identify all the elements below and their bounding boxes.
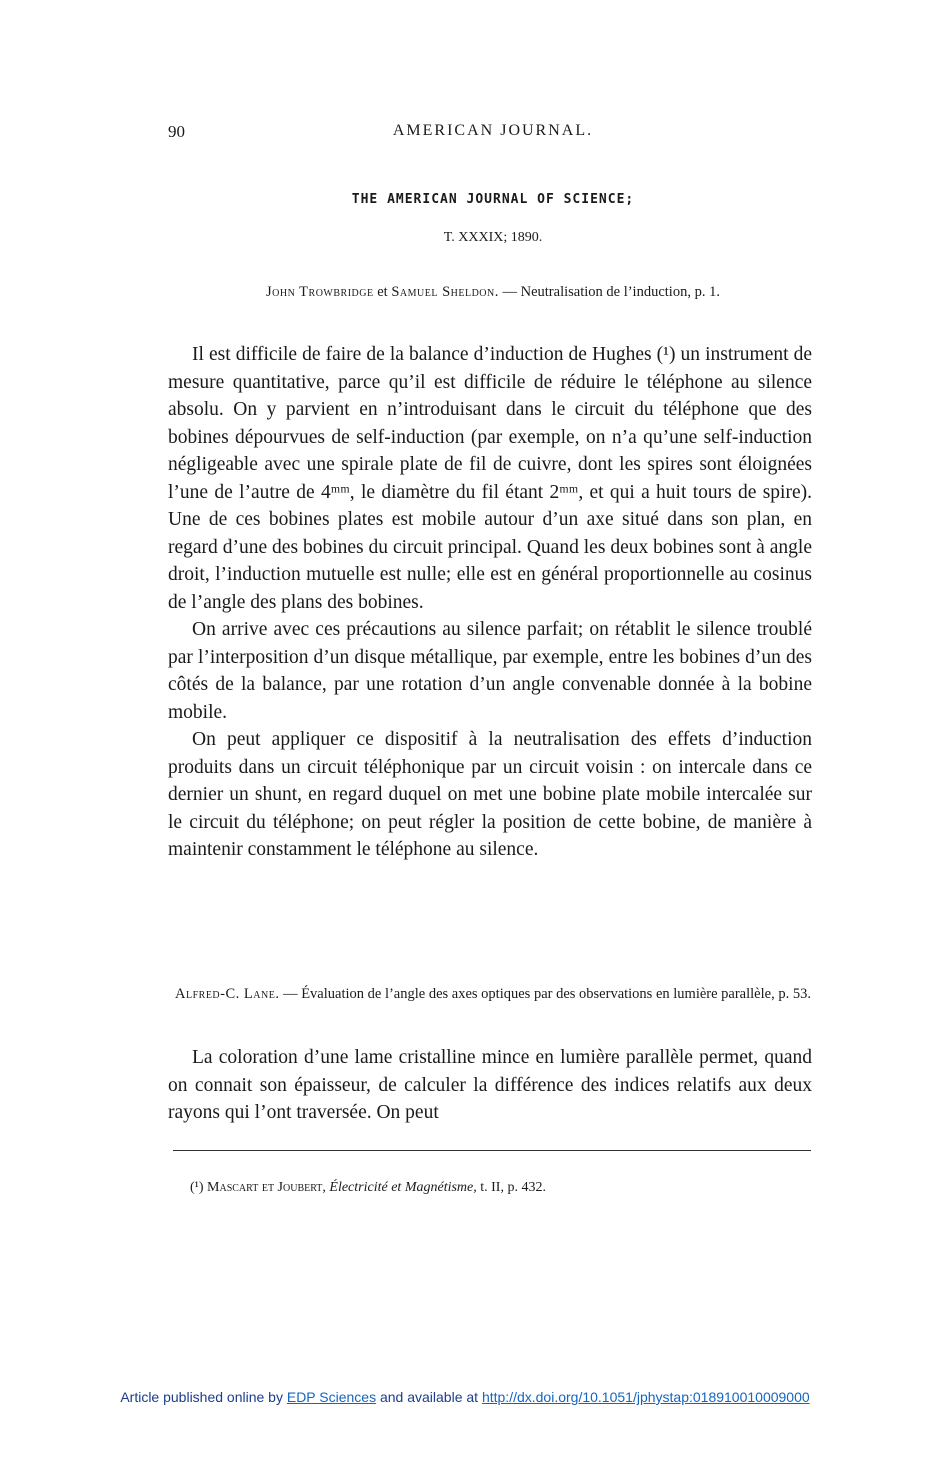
publisher-middle: and available at xyxy=(379,1389,479,1405)
author-name: Samuel Sheldon. xyxy=(391,284,499,300)
author-name: John Trowbridge xyxy=(266,284,374,300)
page-number: 90 xyxy=(168,122,185,141)
article-heading-1 xyxy=(168,283,818,302)
footnote-work: Électricité et Magnétisme, xyxy=(329,1180,477,1195)
doi-link[interactable]: http://dx.doi.org/10.1051/jphystap:018910010009000 xyxy=(481,1389,810,1405)
author-conjunction: et xyxy=(377,284,388,300)
article-body-1 xyxy=(168,341,812,864)
volume-line: T. XXXIX; 1890. xyxy=(443,230,543,245)
body-paragraph: On arrive avec ces précautions au silence parfait; on rétablit le silence troublé par l’interposition d’un disque métallique, par exemple, entre les bobines d’un des côtés de la balance, par une rotation d’un angle convenable donnée à la bobine mobile. xyxy=(168,619,812,723)
footnote-marker: (¹) xyxy=(190,1180,204,1195)
footnote xyxy=(190,1180,810,1196)
author-name: Alfred-C. Lane. xyxy=(175,986,280,1002)
body-paragraph: Il est difficile de faire de la balance d’induction de Hughes (¹) un instrument de mesure quantitative, parce qu’il est difficile de réduire le téléphone au silence absolu. On y parvient en n’introduisant dans le circuit du téléphone que des bobines dépourvues de self-induction (par exemple, on n’a qu’une self-induction négligeable avec une spirale plate de fil de cuivre, dont les spires sont éloignées l’une de l’autre de 4ᵐᵐ, le diamètre du fil étant 2ᵐᵐ, et qui a huit tours de spire). Une de ces bobines plates est mobile autour d’un axe situé dans son plan, en regard d’une des bobines du circuit principal. Quand les deux bobines sont à angle droit, l’induction mutuelle est nulle; elle est en général proportionnelle au cosinus de l’angle des plans des bobines. xyxy=(168,344,812,613)
body-paragraph: La coloration d’une lame cristalline mince en lumière parallèle permet, quand on connait son épaisseur, de calculer la différence des indices relatifs aux deux rayons qui l’ont traversée. On peut xyxy=(168,1047,812,1123)
journal-running-title: AMERICAN JOURNAL. xyxy=(392,122,594,139)
article-title: — Évaluation de l’angle des axes optiques par des observations en lumière parallèle, p. 53. xyxy=(283,986,811,1002)
body-paragraph: On peut appliquer ce dispositif à la neutralisation des effets d’induction produits dans un circuit téléphonique par un circuit voisin : on intercale dans ce dernier un shunt, en regard duquel on met une bobine plate mobile intercalée sur le circuit du téléphone; on peut régler la position de cette bobine, de manière à maintenir constamment le téléphone au silence. xyxy=(168,729,812,860)
publisher-prefix: Article published online by xyxy=(120,1389,283,1405)
article-title: — Neutralisation de l’induction, p. 1. xyxy=(502,284,720,300)
footnote-authors: Mascart et Joubert, xyxy=(207,1180,326,1195)
publisher-note xyxy=(0,1389,930,1405)
article-heading-2 xyxy=(168,985,818,1004)
section-title: THE AMERICAN JOURNAL OF SCIENCE; xyxy=(351,192,635,207)
article-body-2 xyxy=(168,1044,812,1127)
running-header xyxy=(168,122,818,146)
publisher-link[interactable]: EDP Sciences xyxy=(286,1389,377,1405)
footnote-reference: t. II, p. 432. xyxy=(480,1180,546,1195)
footnote-rule xyxy=(173,1150,811,1151)
